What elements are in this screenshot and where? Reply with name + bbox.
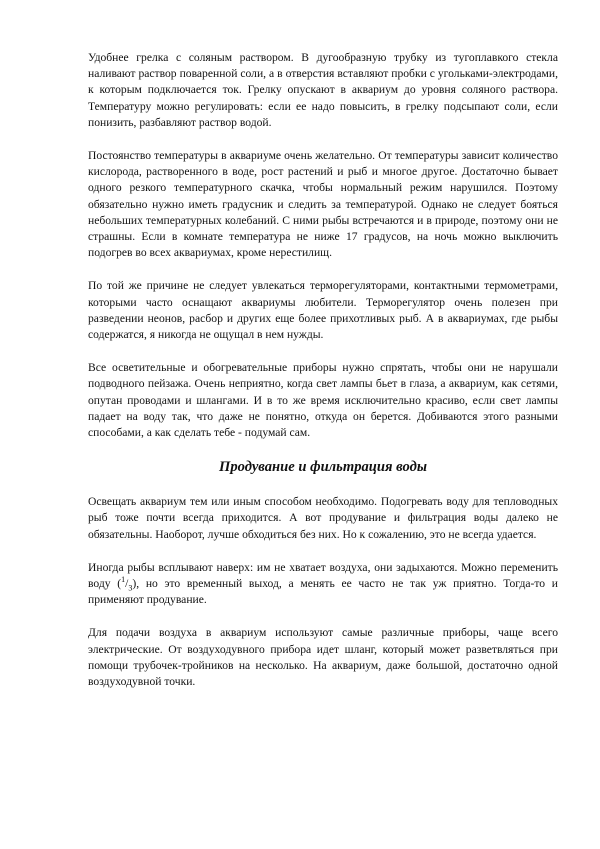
- paragraph-salt-heater: Удобнее грелка с соляным раствором. В дугообразную трубку из тугоплавкого стекла наливают раствор поваренной соли, а в отверстия вставляют пробки с угольками-электродами, к которым подключается ток. Грелку опускают в аквариум до уровня соляного раствора. Температуру можно регулировать: если ее надо повысить, в грелку подсыпают соли, если понизить, разбавляют раствор водой.: [88, 51, 558, 129]
- paragraph-hide-devices: Все осветительные и обогревательные приборы нужно спрятать, чтобы они не нарушали подводного пейзажа. Очень неприятно, когда свет лампы бьет в глаза, а аквариум, как сетями, опутан проводами и шлангами. И в то же время исключительно красиво, если свет лампы падает на воду так, что даже не понятно, откуда он берется. Добиваются этого разными способами, а как сделать тебе - подумай сам.: [88, 361, 558, 440]
- fraction-denominator: 3: [128, 583, 133, 593]
- paragraph-air-supply: Для подачи воздуха в аквариум используют самые различные приборы, чаще всего электрические. От воздуходувного прибора идет шланг, который может разветвляться при помощи трубочек-тройников на несколько. На аквариум, даже большой, достаточно одной воздуходувной точки.: [88, 626, 558, 689]
- fish-surface-text-end: ), но это временный выход, а менять ее часто не так уж приятно. Тогда-то и применяют продувание.: [88, 577, 558, 607]
- section-heading: Продувание и фильтрация воды: [219, 459, 427, 476]
- fish-surface-text-start: Иногда рыбы всплывают наверх: им не хватает воздуха, они задыхаются. Можно переменить воду (: [88, 560, 558, 591]
- paragraph-fish-surface: [88, 560, 558, 609]
- paragraph-lighting-heating: Освещать аквариум тем или иным способом необходимо. Подогревать воду для тепловодных рыб тоже почти всегда приходится. А вот продувание и фильтрация воды далеко не обязательны. Наоборот, лучше обходиться без них. Но к сожалению, это не всегда удается.: [88, 495, 558, 541]
- paragraph-temperature-stability: Постоянство температуры в аквариуме очень желательно. От температуры зависит количество кислорода, растворенного в воде, рост растений и рыб и многое другое. Достаточно бывает одного резкого температурного скачка, чтобы нормальный режим нарушился. Поэтому обязательно нужно иметь градусник и следить за температурой. Однако не следует бояться небольших температурных колебаний. С ними рыбы встречаются и в природе, поэтому они не страшны. Если в комнате температура не ниже 17 градусов, на ночь можно выключить подогрев во всех аквариумах, кроме нерестилищ.: [88, 149, 558, 260]
- fraction-numerator: 1: [121, 575, 126, 585]
- one-third-fraction: [121, 575, 133, 593]
- paragraph-thermoregulators: По той же причине не следует увлекаться терморегуляторами, контактными термометрами, которыми часто оснащают аквариумы любители. Терморегулятор очень полезен при разведении неонов, расбор и других еще более прихотливых рыб. А в аквариумах, где рыбы содержатся, я никогда не ощущал в нем нужды.: [88, 279, 558, 342]
- document-page: [88, 50, 558, 707]
- fraction-slash: /: [125, 577, 129, 591]
